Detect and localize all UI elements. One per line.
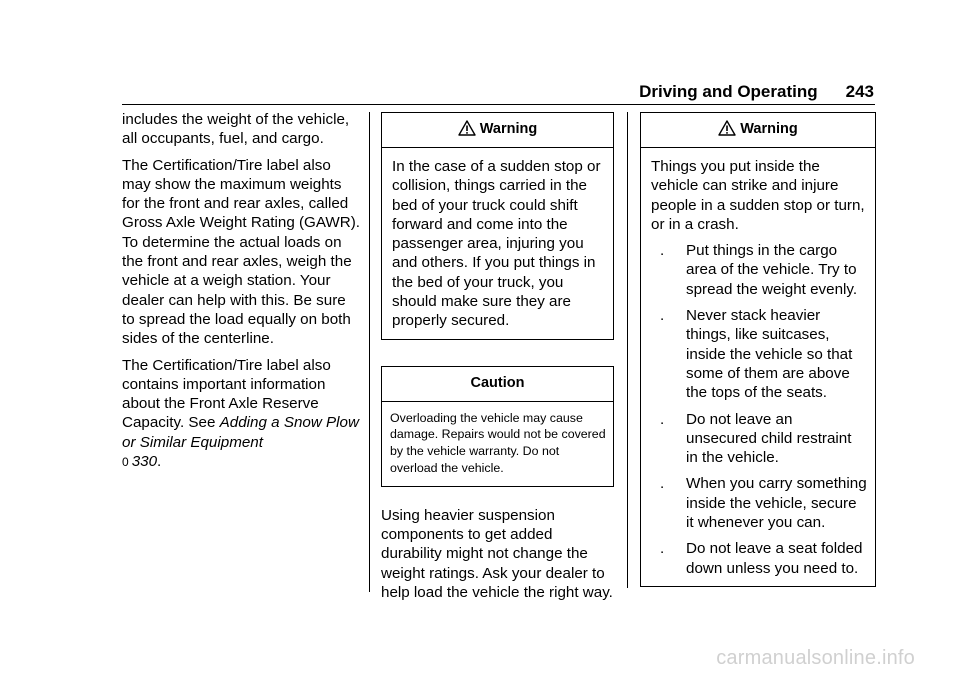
paragraph: [122, 356, 360, 473]
paragraph: includes the weight of the vehicle, all occupants, fuel, and cargo.: [122, 111, 350, 148]
warning-title: Warning: [479, 121, 538, 138]
list-item-text: Put things in the cargo area of the vehicle. Try to spread the weight evenly.: [686, 242, 858, 298]
caution-body: Overloading the vehicle may cause damage. Repairs would not be covered by the vehicle warranty. Do not overload the vehicle.: [390, 410, 606, 476]
list-item: [651, 306, 867, 402]
bullet-list: [651, 241, 867, 578]
section-title: Driving and Operating: [639, 82, 818, 101]
column-divider-left: [369, 112, 370, 592]
warning-triangle-icon: [458, 120, 476, 136]
list-item: [651, 410, 867, 468]
caution-box: [381, 366, 614, 487]
page-reference-icon: 0: [122, 455, 129, 470]
bullet-marker: .: [660, 540, 665, 558]
page-header: [639, 82, 874, 102]
caution-header: [382, 367, 613, 402]
bullet-marker: .: [660, 475, 665, 493]
warning-title: Warning: [740, 121, 798, 138]
list-item-text: Never stack heavier things, like suitcases, inside the vehicle so that some of them are above the tops of the seats.: [686, 307, 853, 402]
page-number: 243: [845, 82, 874, 101]
warning-body: In the case of a sudden stop or collision, things carried in the bed of your truck could shift forward and come into the passenger area, injuring you and others. If you put things in the bed of your truck, you should make sure they are properly secured.: [392, 158, 601, 330]
paragraph-text: The Certification/Tire label also contains important information about the Front Axle Reserve Capacity. See: [122, 356, 331, 432]
list-item: [651, 474, 867, 532]
column-right: [640, 110, 876, 587]
page-reference-number[interactable]: 330: [131, 453, 158, 471]
list-item: [651, 241, 867, 299]
warning-header: [641, 113, 875, 148]
bullet-marker: .: [660, 307, 665, 325]
caution-title: Caution: [470, 375, 525, 392]
column-left: [122, 110, 360, 479]
warning-header: [382, 113, 613, 148]
list-item: [651, 539, 867, 578]
bullet-marker: .: [660, 242, 665, 260]
list-item-text: Do not leave a seat folded down unless you need to.: [686, 540, 863, 577]
warning-box: [640, 112, 876, 587]
column-divider-right: [627, 112, 628, 588]
warning-triangle-icon: [718, 120, 736, 136]
list-item-text: When you carry something inside the vehicle, secure it whenever you can.: [686, 475, 867, 532]
punctuation: .: [157, 453, 162, 471]
column-middle: [381, 110, 614, 609]
header-divider: [122, 104, 875, 105]
cross-reference-link[interactable]: Adding a Snow Plow or Similar Equipment: [122, 414, 359, 451]
bullet-marker: .: [660, 410, 665, 428]
paragraph: The Certification/Tire label also may show the maximum weights for the front and rear axles, called Gross Axle Weight Rating (GAWR). To determine the actual loads on the front and rear axles, weigh the vehicle at a weigh station. Your dealer can help with this. Be sure to spread the load equally on both sides of the centerline.: [122, 156, 361, 348]
warning-body: [641, 148, 875, 586]
list-item-text: Do not leave an unsecured child restraint in the vehicle.: [686, 410, 852, 467]
watermark: carmanualsonline.info: [716, 647, 915, 669]
paragraph: Using heavier suspension components to get added durability might not change the weight ratings. Ask your dealer to help load the vehicle the right way.: [381, 506, 613, 602]
warning-intro: Things you put inside the vehicle can strike and injure people in a sudden stop or turn, or in a crash.: [651, 158, 865, 233]
warning-box: [381, 112, 614, 340]
